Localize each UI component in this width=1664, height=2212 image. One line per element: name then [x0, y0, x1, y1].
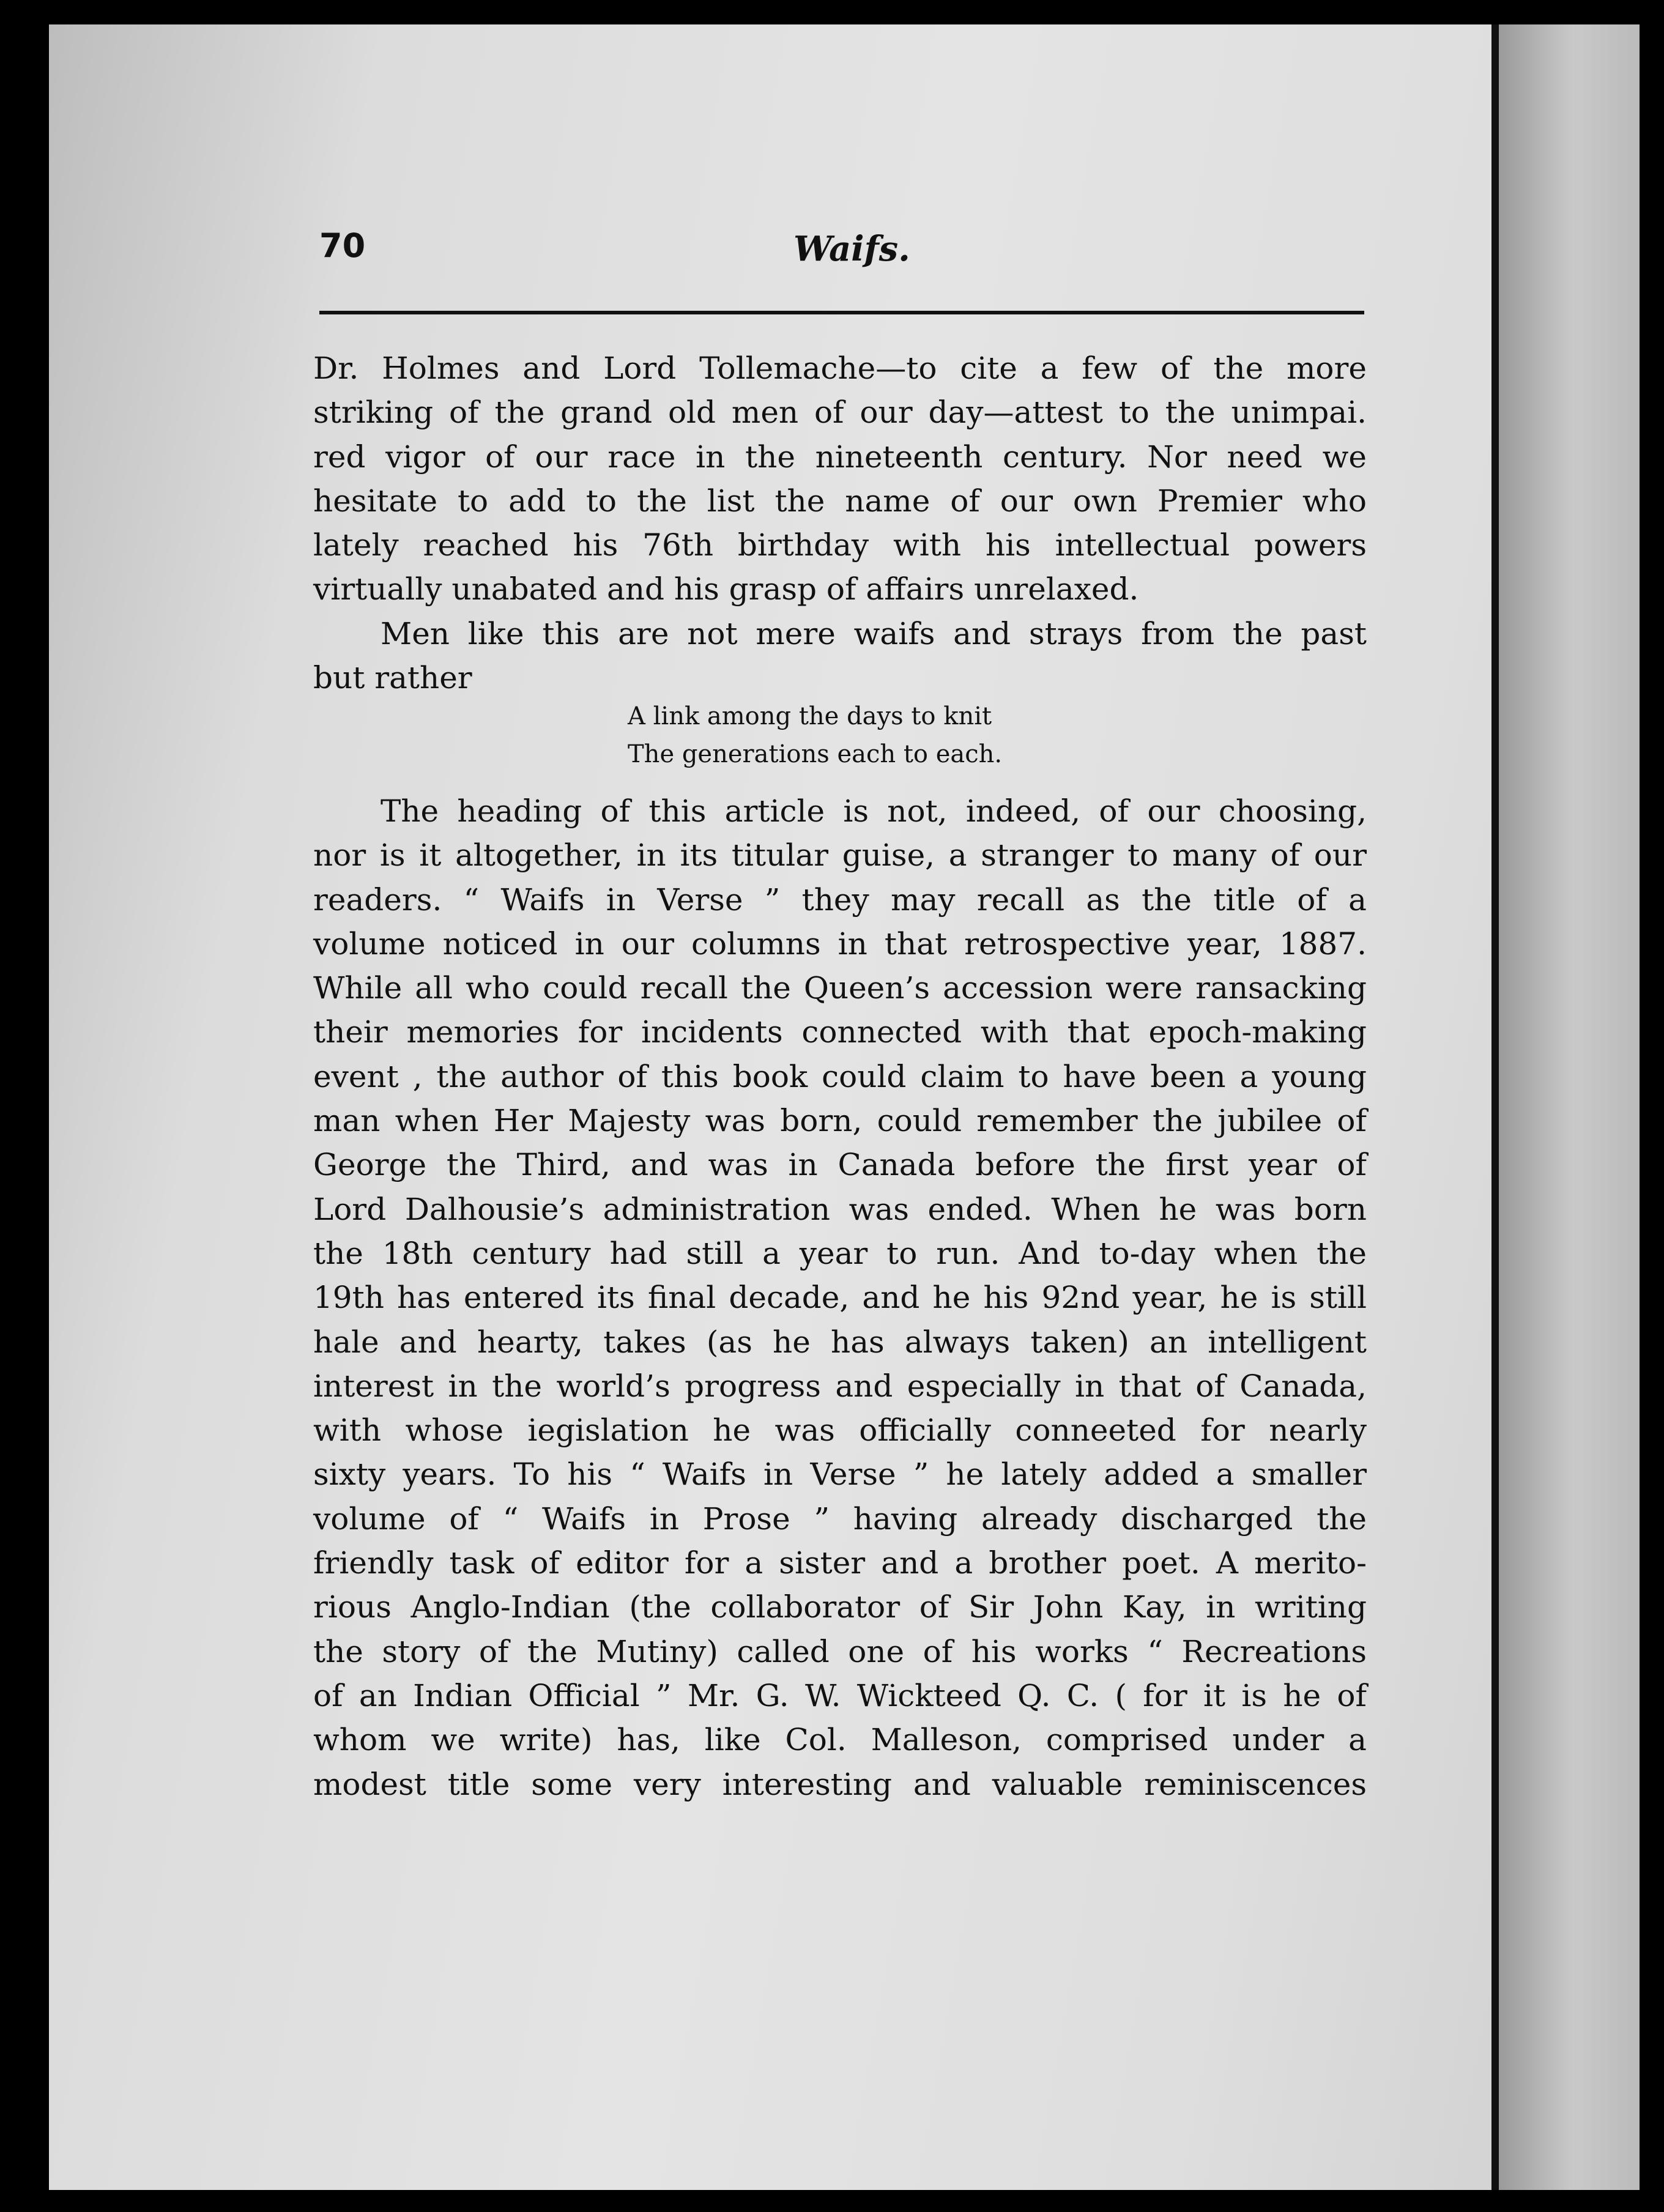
scan-border-bottom [0, 2190, 1664, 2212]
text-line: the 18th century had still a year to run. And to-day when the [313, 1235, 1367, 1271]
text-line: sixty years. To his “ Waifs in Verse ” he lately added a smaller [313, 1457, 1367, 1493]
text-line: hale and hearty, takes (as he has always taken) an intelligent [313, 1324, 1367, 1360]
page-header [319, 226, 1364, 275]
page-gutter-edge [1491, 24, 1499, 2190]
text-line: The heading of this article is not, indeed, of our choosing, [381, 793, 1367, 829]
text-line: hesitate to add to the list the name of our own Premier who [313, 483, 1367, 519]
text-line: Lord Dalhousie’s administration was ended. When he was born [313, 1191, 1367, 1227]
text-line: rious Anglo-Indian (the collaborator of Sir John Kay, in writing [313, 1589, 1367, 1625]
text-line: virtually unabated and his grasp of affairs unrelaxed. [313, 571, 1139, 607]
text-line: lately reached his 76th birthday with his intellectual powers [313, 527, 1367, 563]
text-line: readers. “ Waifs in Verse ” they may recall as the title of a [313, 881, 1367, 918]
paragraph-continued [313, 346, 1367, 700]
text-line: striking of the grand old men of our day—attest to the unimpai. [313, 395, 1367, 431]
text-line: interest in the world’s progress and especially in that of Canada, [313, 1368, 1367, 1404]
scan-border-top [0, 0, 1664, 24]
verse-line: The generations each to each. [628, 740, 1003, 768]
running-title: Waifs. [793, 229, 910, 269]
text-line: but rather [313, 660, 472, 696]
text-line: George the Third, and was in Canada before the first year of [313, 1147, 1367, 1183]
scan-border-left [0, 0, 49, 2212]
text-line: whom we write) has, like Col. Malleson, comprised under a [313, 1722, 1367, 1758]
text-line: While all who could recall the Queen’s accession were ransacking [313, 970, 1367, 1006]
paragraph-heading-article [313, 789, 1367, 1806]
header-rule [319, 311, 1364, 314]
text-line: modest title some very interesting and valuable reminiscences [313, 1766, 1367, 1802]
text-line: the story of the Mutiny) called one of his works “ Recreations [313, 1633, 1367, 1669]
text-line: Dr. Holmes and Lord Tollemache—to cite a few of the more [313, 351, 1367, 386]
text-line: of an Indian Official ” Mr. G. W. Wickteed Q. C. ( for it is he of [313, 1677, 1367, 1713]
text-line: red vigor of our race in the nineteenth century. Nor need we [313, 439, 1367, 475]
text-line: their memories for incidents connected with that epoch-making [313, 1014, 1367, 1050]
text-line: with whose iegislation he was officially conneeted for nearly [313, 1412, 1367, 1449]
text-line: 19th has entered its final decade, and he his 92nd year, he is still [313, 1280, 1367, 1316]
verse-line: A link among the days to knit [628, 702, 992, 730]
page-number: 70 [319, 226, 366, 265]
text-line: event , the author of this book could claim to have been a young [313, 1058, 1367, 1094]
text-line: friendly task of editor for a sister and a brother poet. A merito- [313, 1545, 1367, 1581]
verse-quotation [628, 697, 1002, 773]
text-line: man when Her Majesty was born, could remember the jubilee of [313, 1103, 1367, 1139]
scan-border-right [1640, 24, 1664, 2190]
text-line: volume noticed in our columns in that retrospective year, 1887. [313, 926, 1367, 962]
text-line: nor is it altogether, in its titular guise, a stranger to many of our [313, 837, 1367, 874]
text-line: Men like this are not mere waifs and strays from the past [381, 615, 1367, 651]
text-line: volume of “ Waifs in Prose ” having already discharged the [313, 1501, 1367, 1537]
